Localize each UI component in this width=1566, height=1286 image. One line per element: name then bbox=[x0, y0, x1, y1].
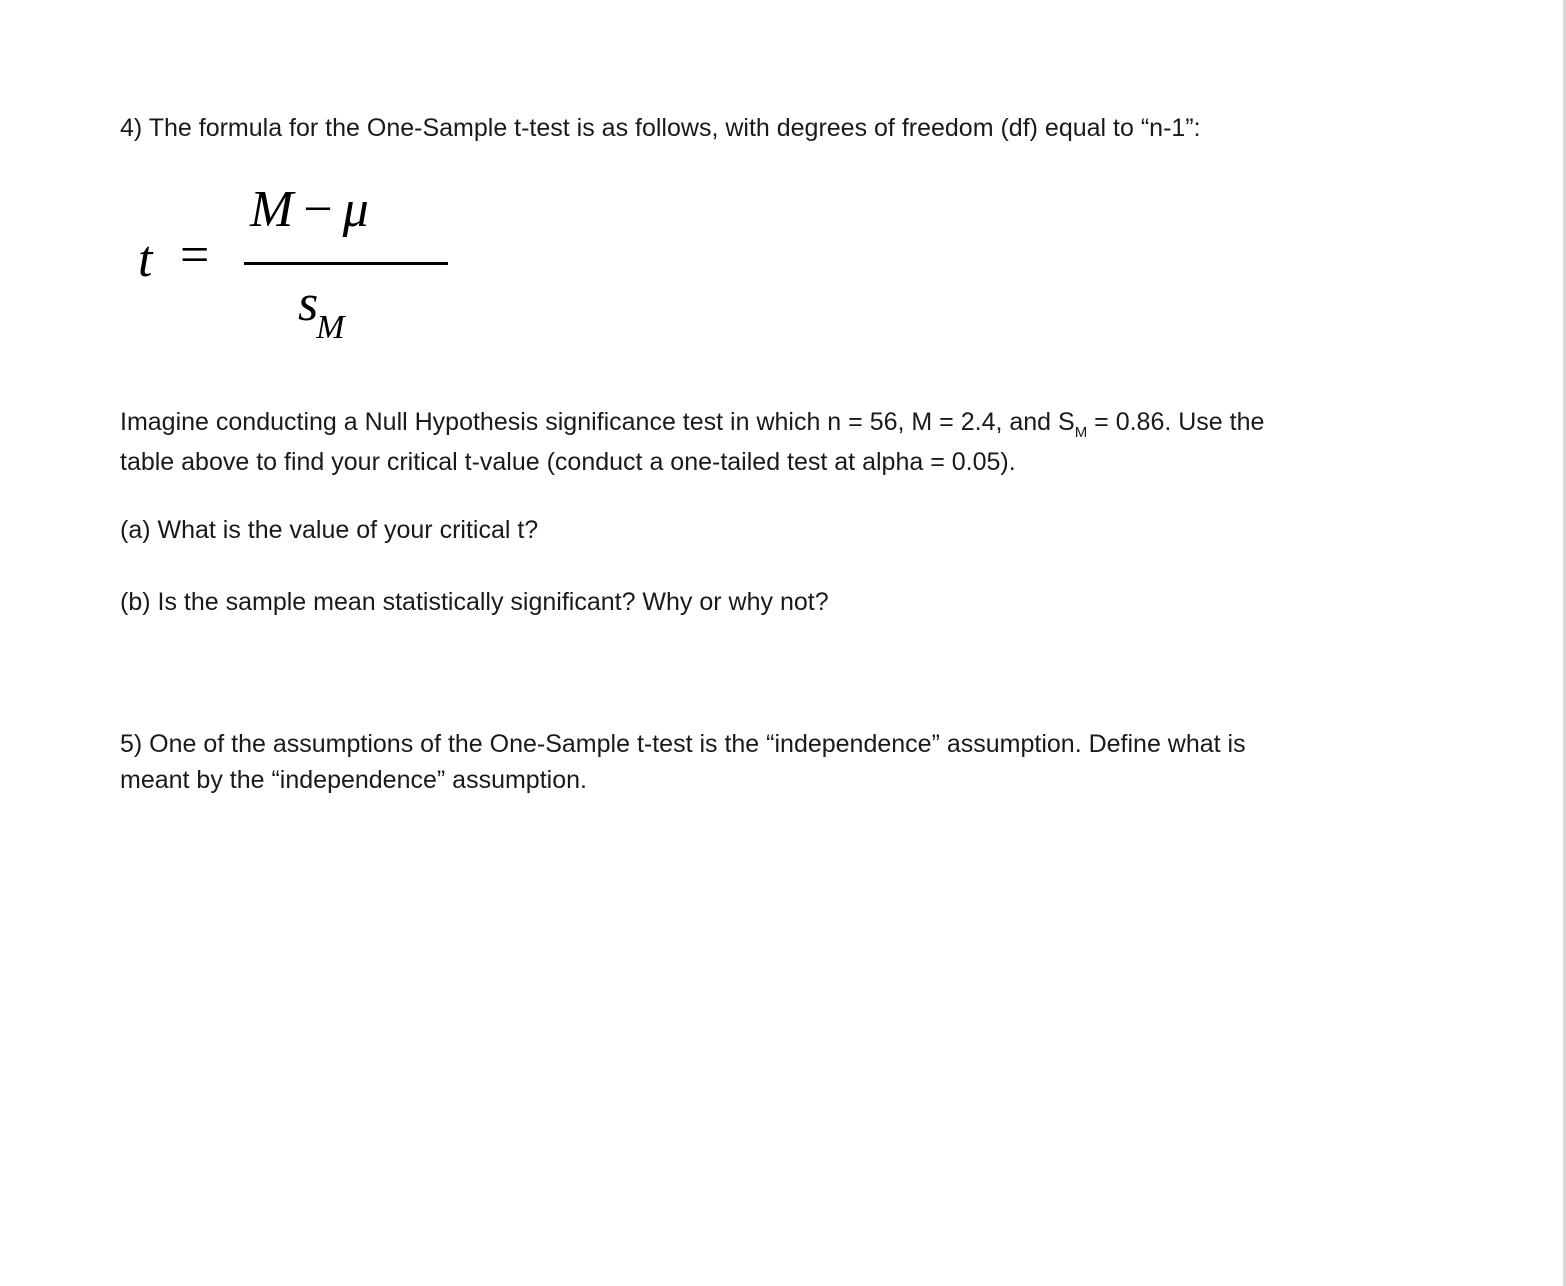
scenario-subscript: M bbox=[1074, 424, 1088, 441]
formula-denominator-s: s bbox=[298, 275, 319, 332]
formula-numerator-mu: μ bbox=[342, 181, 369, 238]
question-5 bbox=[120, 726, 1246, 798]
formula-equals: = bbox=[180, 227, 210, 284]
question-4b: (b) Is the sample mean statistically significant? Why or why not? bbox=[120, 588, 829, 616]
question-5-line1: 5) One of the assumptions of the One-Sample t-test is the “independence” assumption. Define what is bbox=[120, 730, 1246, 758]
scenario-part1: Imagine conducting a Null Hypothesis significance test in which n = 56, M = 2.4, and S bbox=[120, 408, 1075, 436]
question-4-intro: 4) The formula for the One-Sample t-test is as follows, with degrees of freedom (df) equal to “n-1”: bbox=[120, 114, 1201, 142]
formula-denominator-sub: M bbox=[316, 309, 345, 346]
formula-numerator bbox=[250, 180, 369, 239]
question-5-line2: meant by the “independence” assumption. bbox=[120, 766, 587, 794]
t-test-formula bbox=[132, 180, 462, 360]
scenario-text bbox=[120, 404, 1264, 480]
formula-numerator-m: M bbox=[250, 181, 294, 238]
formula-fraction-bar bbox=[244, 262, 448, 265]
question-4a: (a) What is the value of your critical t? bbox=[120, 516, 539, 544]
scenario-part2: = 0.86. Use the bbox=[1087, 408, 1265, 436]
formula-denominator bbox=[298, 274, 347, 346]
scenario-line2: table above to find your critical t-value (conduct a one-tailed test at alpha = 0.05). bbox=[120, 448, 1016, 476]
formula-minus: − bbox=[303, 181, 333, 238]
formula-t: t bbox=[138, 231, 153, 288]
